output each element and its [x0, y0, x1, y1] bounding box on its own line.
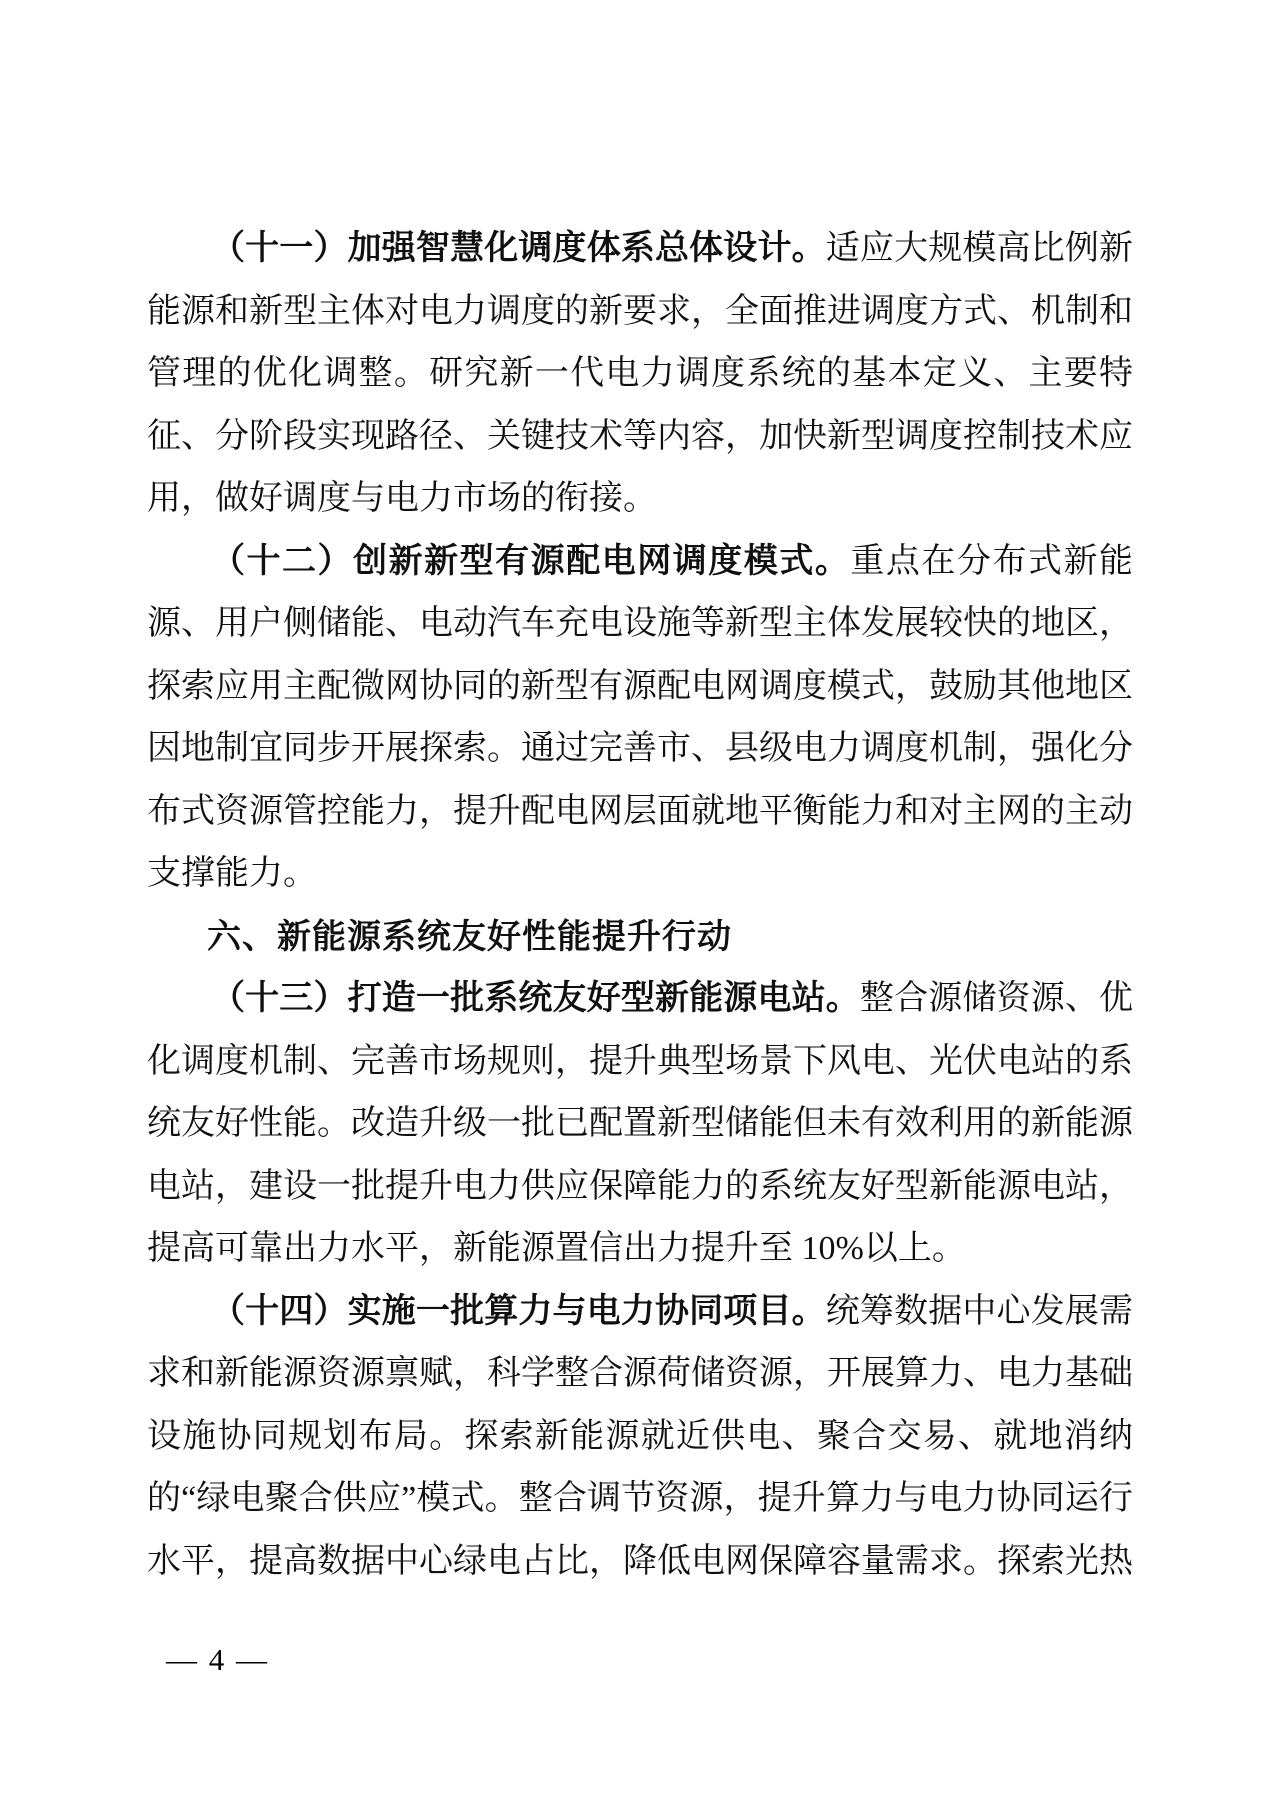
paragraph-13-lead-sentence: （十三）打造一批系统友好型新能源电站。 — [211, 980, 860, 1017]
paragraph-11-lead-sentence: （十一）加强智慧化调度体系总体设计。 — [211, 230, 826, 267]
paragraph-14-body-text: 统筹数据中心发展需求和新能源资源禀赋，科学整合源荷储资源，开展算力、电力基础设施协同规划布局。探索新能源就近供电、聚合交易、就地消纳的“绿电聚合供应”模式。整合调节资源，提升算力与电力协同运行水平，提高数据中心绿电占比，降低电网保障容量需求。探索光热 — [147, 1292, 1134, 1580]
paragraph-item-11 — [147, 218, 1133, 531]
paragraph-11-body-text: 适应大规模高比例新能源和新型主体对电力调度的新要求，全面推进调度方式、机制和管理的优化调整。研究新一代电力调度系统的基本定义、主要特征、分阶段实现路径、关键技术等内容，加快新型调度控制技术应用，做好调度与电力市场的衔接。 — [147, 230, 1134, 517]
paragraph-12-body-text: 重点在分布式新能源、用户侧储能、电动汽车充电设施等新型主体发展较快的地区，探索应用主配微网协同的新型有源配电网调度模式，鼓励其他地区因地制宜同步开展探索。通过完善市、县级电力调度机制，强化分布式资源管控能力，提升配电网层面就地平衡能力和对主网的主动支撑能力。 — [147, 542, 1133, 892]
paragraph-item-14 — [147, 1281, 1133, 1594]
paragraph-item-13 — [147, 968, 1133, 1281]
paragraph-item-12 — [147, 531, 1133, 906]
paragraph-14-lead-sentence: （十四）实施一批算力与电力协同项目。 — [211, 1292, 826, 1330]
paragraph-12-lead-sentence: （十二）创新新型有源配电网调度模式。 — [211, 542, 851, 580]
section-heading-six: 六、新能源系统友好性能提升行动 — [207, 917, 732, 956]
paragraph-13-body-text: 整合源储资源、优化调度机制、完善市场规则，提升典型场景下风电、光伏电站的系统友好性能。改造升级一批已配置新型储能但未有效利用的新能源电站，建设一批提升电力供应保障能力的系统友好型新能源电站，提高可靠出力水平，新能源置信出力提升至 10%以上。 — [147, 980, 1133, 1267]
document-body — [147, 218, 1133, 1593]
page-number: — 4 — — [166, 1642, 269, 1677]
